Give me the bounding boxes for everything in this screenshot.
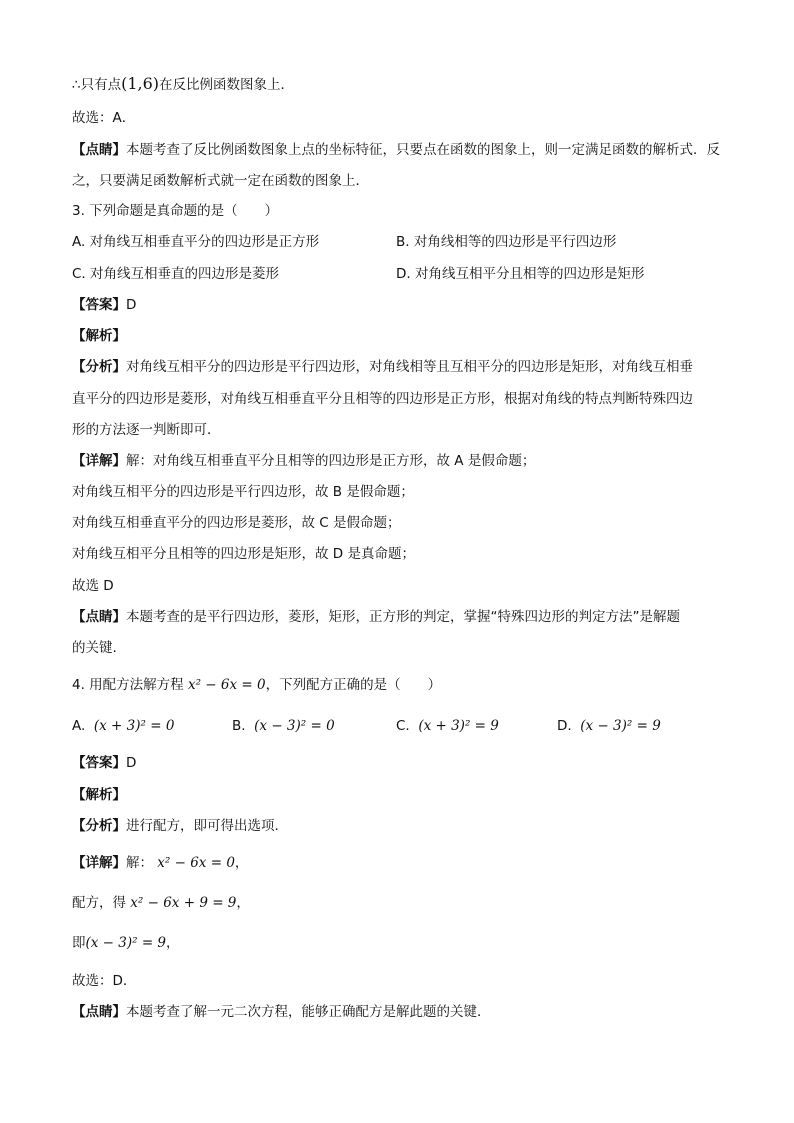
q3-answer: D: [126, 297, 137, 313]
point-coordinate: (1,6): [121, 74, 160, 93]
q4-detail-2-equation: x² − 6x + 9 = 9: [130, 895, 237, 911]
q3-analysis-line-3: 形的方法逐一判断即可．: [72, 422, 221, 438]
q3-option-a: A. 对角线互相垂直平分的四边形是正方形: [72, 234, 320, 250]
q3-comment-line-1: [72, 607, 680, 627]
q4-detail-line-1: [72, 853, 248, 873]
q3-detail-line-1: [72, 451, 535, 471]
q3-answer-line: [72, 295, 136, 315]
detail-tag: 【详解】: [72, 855, 126, 871]
q4-stem-post: ，下列配方正确的是（ ）: [265, 677, 442, 693]
q4-option-a: [72, 716, 174, 736]
q4-stem-equation: x² − 6x = 0: [187, 677, 266, 693]
option-letter: D.: [557, 718, 572, 734]
option-expression: (x + 3)² = 9: [418, 718, 499, 734]
q4-detail-1-post: ，: [234, 855, 249, 871]
q3-analysis-line-2: 直平分的四边形是菱形，对角线互相垂直平分且相等的四边形是正方形，根据对角线的特点判断特殊四边: [72, 391, 693, 407]
conclusion-pre: ∴只有点: [72, 77, 122, 93]
q4-option-b: [232, 716, 335, 736]
comment-tag: 【点睛】: [72, 142, 126, 158]
q3-choice: 故选 D: [72, 578, 114, 594]
q3-analysis-text-1: 对角线互相平分的四边形是平行四边形，对角线相等且互相平分的四边形是矩形，对角线互相垂: [126, 359, 693, 375]
prev-comment-line-2: 之，只要满足函数解析式就一定在函数的图象上．: [72, 173, 369, 189]
q4-detail-1-equation: x² − 6x = 0: [157, 855, 235, 871]
q4-detail-2-pre: 配方，得: [72, 895, 126, 911]
comment-tag: 【点睛】: [72, 609, 126, 625]
q3-detail-line-3: 对角线互相垂直平分的四边形是菱形，故 C 是假命题；: [72, 515, 401, 531]
q4-analysis-text: 进行配方，即可得出选项．: [126, 818, 288, 834]
analysis-tag: 【分析】: [72, 818, 126, 834]
answer-tag: 【答案】: [72, 297, 126, 313]
q4-detail-3-equation: (x − 3)² = 9: [85, 935, 167, 951]
option-letter: C.: [396, 718, 410, 734]
q4-analysis-line: [72, 816, 288, 836]
q4-comment-text: 本题考查了解一元二次方程，能够正确配方是解此题的关键．: [126, 1004, 491, 1020]
q3-stem: 3. 下列命题是真命题的是（ ）: [72, 203, 279, 219]
prev-choice: 故选：A．: [72, 110, 136, 126]
q3-option-c: C. 对角线互相垂直的四边形是菱形: [72, 266, 280, 282]
q4-option-d: [557, 716, 661, 736]
option-expression: (x − 3)² = 9: [580, 718, 661, 734]
option-letter: A.: [72, 718, 86, 734]
q3-detail-text-1: 解：对角线互相垂直平分且相等的四边形是正方形，故 A 是假命题；: [126, 453, 536, 469]
q4-answer-line: [72, 753, 136, 773]
detail-tag: 【详解】: [72, 453, 126, 469]
q3-detail-line-4: 对角线互相平分且相等的四边形是矩形，故 D 是真命题；: [72, 546, 415, 562]
option-letter: B.: [232, 718, 246, 734]
answer-tag: 【答案】: [72, 755, 126, 771]
comment-tag: 【点睛】: [72, 1004, 126, 1020]
q3-detail-line-2: 对角线互相平分的四边形是平行四边形，故 B 是假命题；: [72, 484, 414, 500]
q4-answer: D: [126, 755, 137, 771]
option-expression: (x − 3)² = 0: [254, 718, 335, 734]
q4-detail-2-post: ，: [236, 895, 250, 911]
conclusion-post: 在反比例函数图象上．: [159, 77, 295, 93]
q4-choice: 故选：D．: [72, 973, 137, 989]
q3-analysis-line-1: [72, 357, 693, 377]
q4-detail-3-post: ，: [166, 935, 180, 951]
q4-detail-1-pre: 解：: [126, 855, 153, 871]
conclusion-line: [72, 74, 294, 95]
prev-comment-line-1: [72, 140, 720, 160]
q3-option-d: D. 对角线互相平分且相等的四边形是矩形: [396, 266, 645, 282]
q4-detail-line-2: [72, 893, 250, 913]
prev-comment-text-1: 本题考查了反比例函数图象上点的坐标特征，只要点在函数的图象上，则一定满足函数的解析式．反: [126, 142, 720, 158]
option-expression: (x + 3)² = 0: [93, 718, 175, 734]
q4-comment-line: [72, 1002, 491, 1022]
q4-detail-3-pre: 即: [72, 935, 86, 951]
analysis-tag: 【分析】: [72, 359, 126, 375]
q4-stem: [72, 675, 441, 695]
q3-comment-line-2: 的关键.: [72, 640, 117, 656]
q3-option-b: B. 对角线相等的四边形是平行四边形: [396, 234, 617, 250]
q4-jiexi-tag: 【解析】: [72, 787, 126, 803]
q3-jiexi-tag: 【解析】: [72, 328, 126, 344]
q4-detail-line-3: [72, 933, 180, 953]
q3-comment-text-1: 本题考查的是平行四边形，菱形，矩形，正方形的判定，掌握“特殊四边形的判定方法”是解题: [126, 609, 680, 625]
q4-option-c: [396, 716, 499, 736]
q4-stem-pre: 4. 用配方法解方程: [72, 677, 184, 693]
